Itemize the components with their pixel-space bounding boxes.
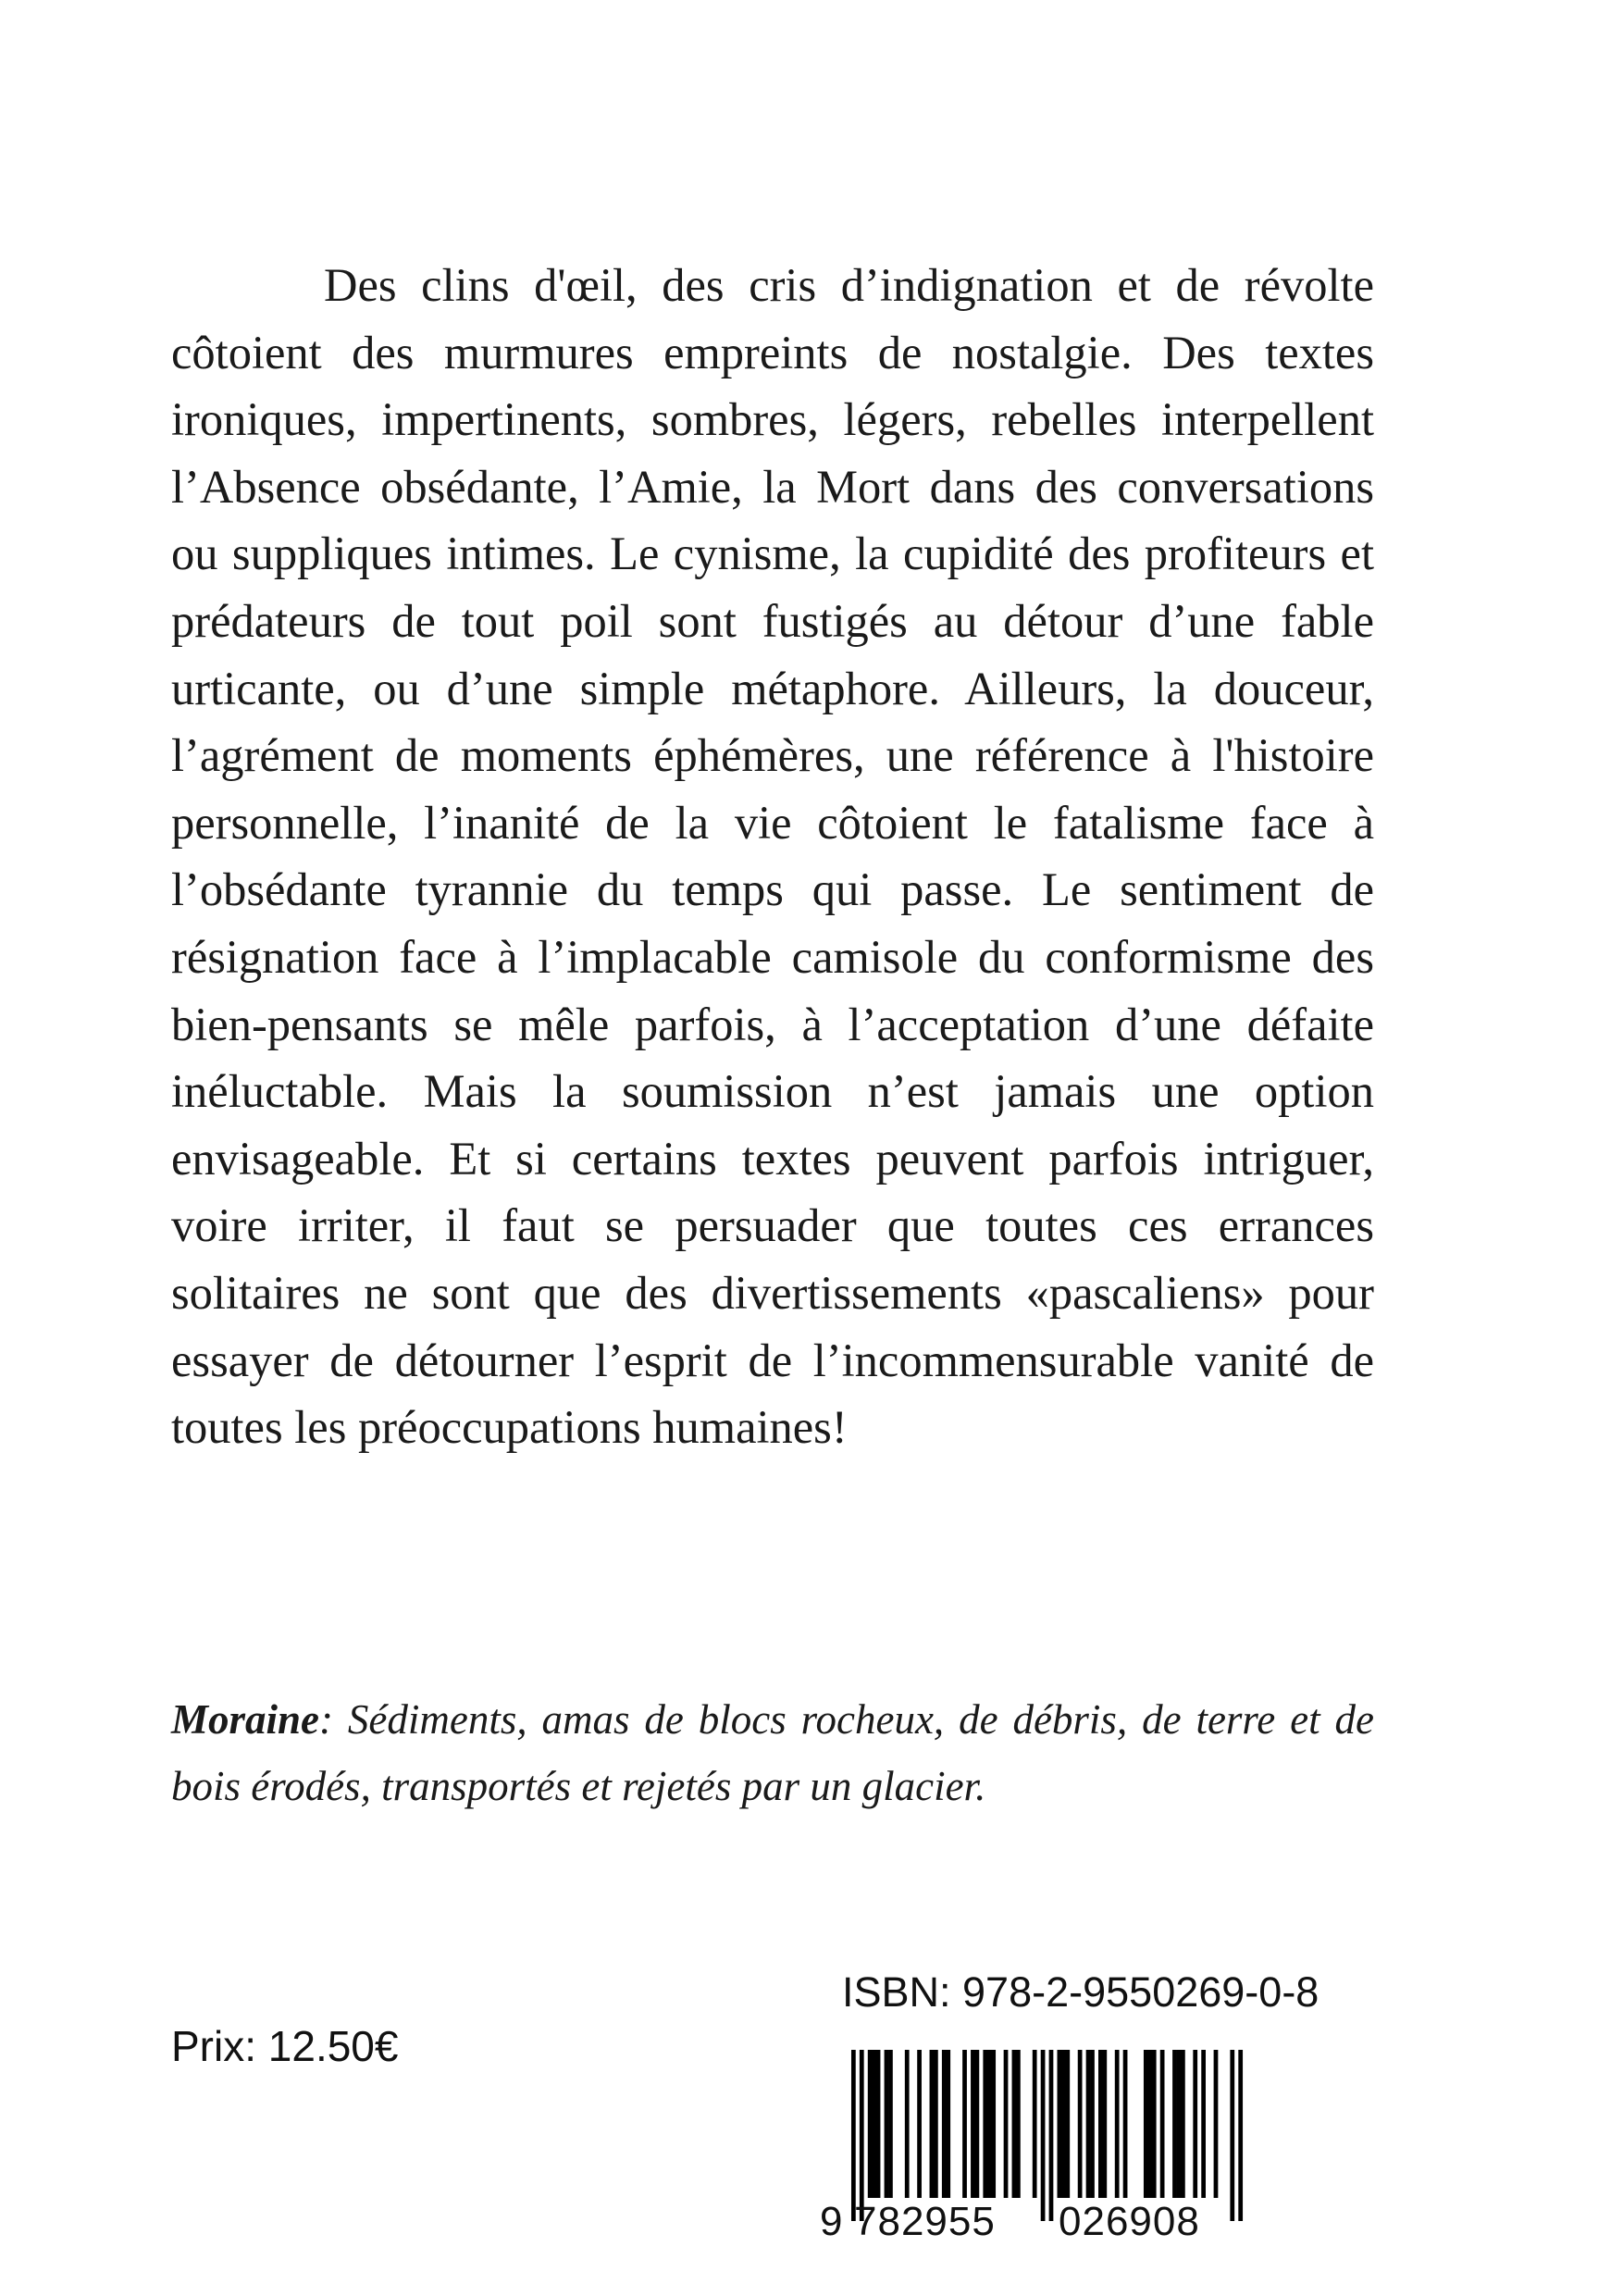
barcode-guard-bar — [1049, 2050, 1054, 2221]
barcode-bar — [1033, 2050, 1037, 2198]
barcode-bar — [1177, 2050, 1182, 2198]
definition-separator: : — [319, 1696, 348, 1743]
barcode-graphic — [816, 2050, 1281, 2240]
barcode-bar — [917, 2050, 922, 2198]
isbn-barcode — [816, 2050, 1281, 2240]
barcode-bar — [1098, 2050, 1103, 2198]
barcode-bar — [930, 2050, 935, 2198]
barcode-bar — [1115, 2050, 1120, 2198]
barcode-bar — [1061, 2050, 1066, 2198]
barcode-guard-bar — [860, 2050, 864, 2221]
barcode-bar — [1016, 2050, 1021, 2198]
isbn-label: ISBN: 978-2-9550269-0-8 — [842, 1968, 1319, 2016]
barcode-bar — [885, 2050, 889, 2198]
barcode-bar — [1086, 2050, 1091, 2198]
definition-term: Moraine — [171, 1696, 320, 1743]
barcode-bar — [962, 2050, 967, 2198]
barcode-bar — [1193, 2050, 1197, 2198]
barcode-guard-bar — [1041, 2050, 1046, 2221]
barcode-bar — [1058, 2050, 1062, 2198]
barcode-bar — [1065, 2050, 1070, 2198]
barcode-bar — [971, 2050, 975, 2198]
barcode-bar — [946, 2050, 950, 2198]
barcode-bar — [987, 2050, 992, 2198]
barcode-bar — [1152, 2050, 1157, 2198]
barcode-bar — [1147, 2050, 1152, 2198]
barcode-guard-bar — [851, 2050, 856, 2221]
barcode-bar — [1012, 2050, 1017, 2198]
barcode-bar — [1123, 2050, 1128, 2198]
barcode-right-digits: 026908 — [1059, 2199, 1200, 2240]
moraine-definition — [171, 1686, 1374, 1819]
barcode-bar — [1078, 2050, 1083, 2198]
barcode-bar — [876, 2050, 881, 2198]
barcode-bar — [1004, 2050, 1009, 2198]
barcode-left-digits: 782955 — [854, 2199, 996, 2240]
barcode-first-digit: 9 — [820, 2199, 843, 2240]
barcode-bar — [1181, 2050, 1185, 2198]
definition-text: Sédiments, amas de blocs rocheux, de débris, de terre et de bois érodés, transportés et rejetés par un glacier. — [171, 1696, 1374, 1809]
barcode-bar — [1102, 2050, 1107, 2198]
barcode-bar — [991, 2050, 996, 2198]
barcode-bar — [975, 2050, 980, 2198]
barcode-bars — [851, 2050, 1243, 2221]
barcode-bar — [1160, 2050, 1165, 2198]
barcode-guard-bar — [1230, 2050, 1234, 2221]
barcode-bar — [983, 2050, 987, 2198]
barcode-bar — [1172, 2050, 1177, 2198]
barcode-bar — [942, 2050, 947, 2198]
barcode-bar — [1201, 2050, 1206, 2198]
barcode-bar — [934, 2050, 938, 2198]
barcode-bar — [1090, 2050, 1095, 2198]
price-label: Prix: 12.50€ — [171, 2022, 399, 2070]
barcode-bar — [888, 2050, 893, 2198]
barcode-bar — [872, 2050, 876, 2198]
barcode-bar — [1214, 2050, 1219, 2198]
barcode-bar — [868, 2050, 873, 2198]
barcode-bar — [905, 2050, 910, 2198]
barcode-bar — [1144, 2050, 1148, 2198]
barcode-guard-bar — [1238, 2050, 1243, 2221]
back-cover-blurb: Des clins d'œil, des cris d’indignation et de révolte côtoient des murmures empreints de nostalgie. Des textes ironiques, impertinents, sombres, légers, rebelles interpellent l’Absence obsédante, l’Amie, la Mort dans des conversations ou suppliques intimes. Le cynisme, la cupidité des profiteurs et prédateurs de tout poil sont fustigés au détour d’une fable urticante, ou d’une simple métaphore. Ailleurs, la douceur, l’agrément de moments éphémères, une référence à l'histoire personnelle, l’inanité de la vie côtoient le fatalisme face à l’obsédante tyrannie du temps qui passe. Le sentiment de résignation face à l’implacable camisole du conformisme des bien-pensants se mêle parfois, à l’acceptation d’une défaite inéluctable. Mais la soumission n’est jamais une option envisageable. Et si certains textes peuvent parfois intriguer, voire irriter, il faut se persuader que toutes ces errances solitaires ne sont que des divertissements «pascaliens» pour essayer de détourner l’esprit de l’incommensurable vanité de toutes les préoccupations humaines! — [171, 259, 1374, 1454]
